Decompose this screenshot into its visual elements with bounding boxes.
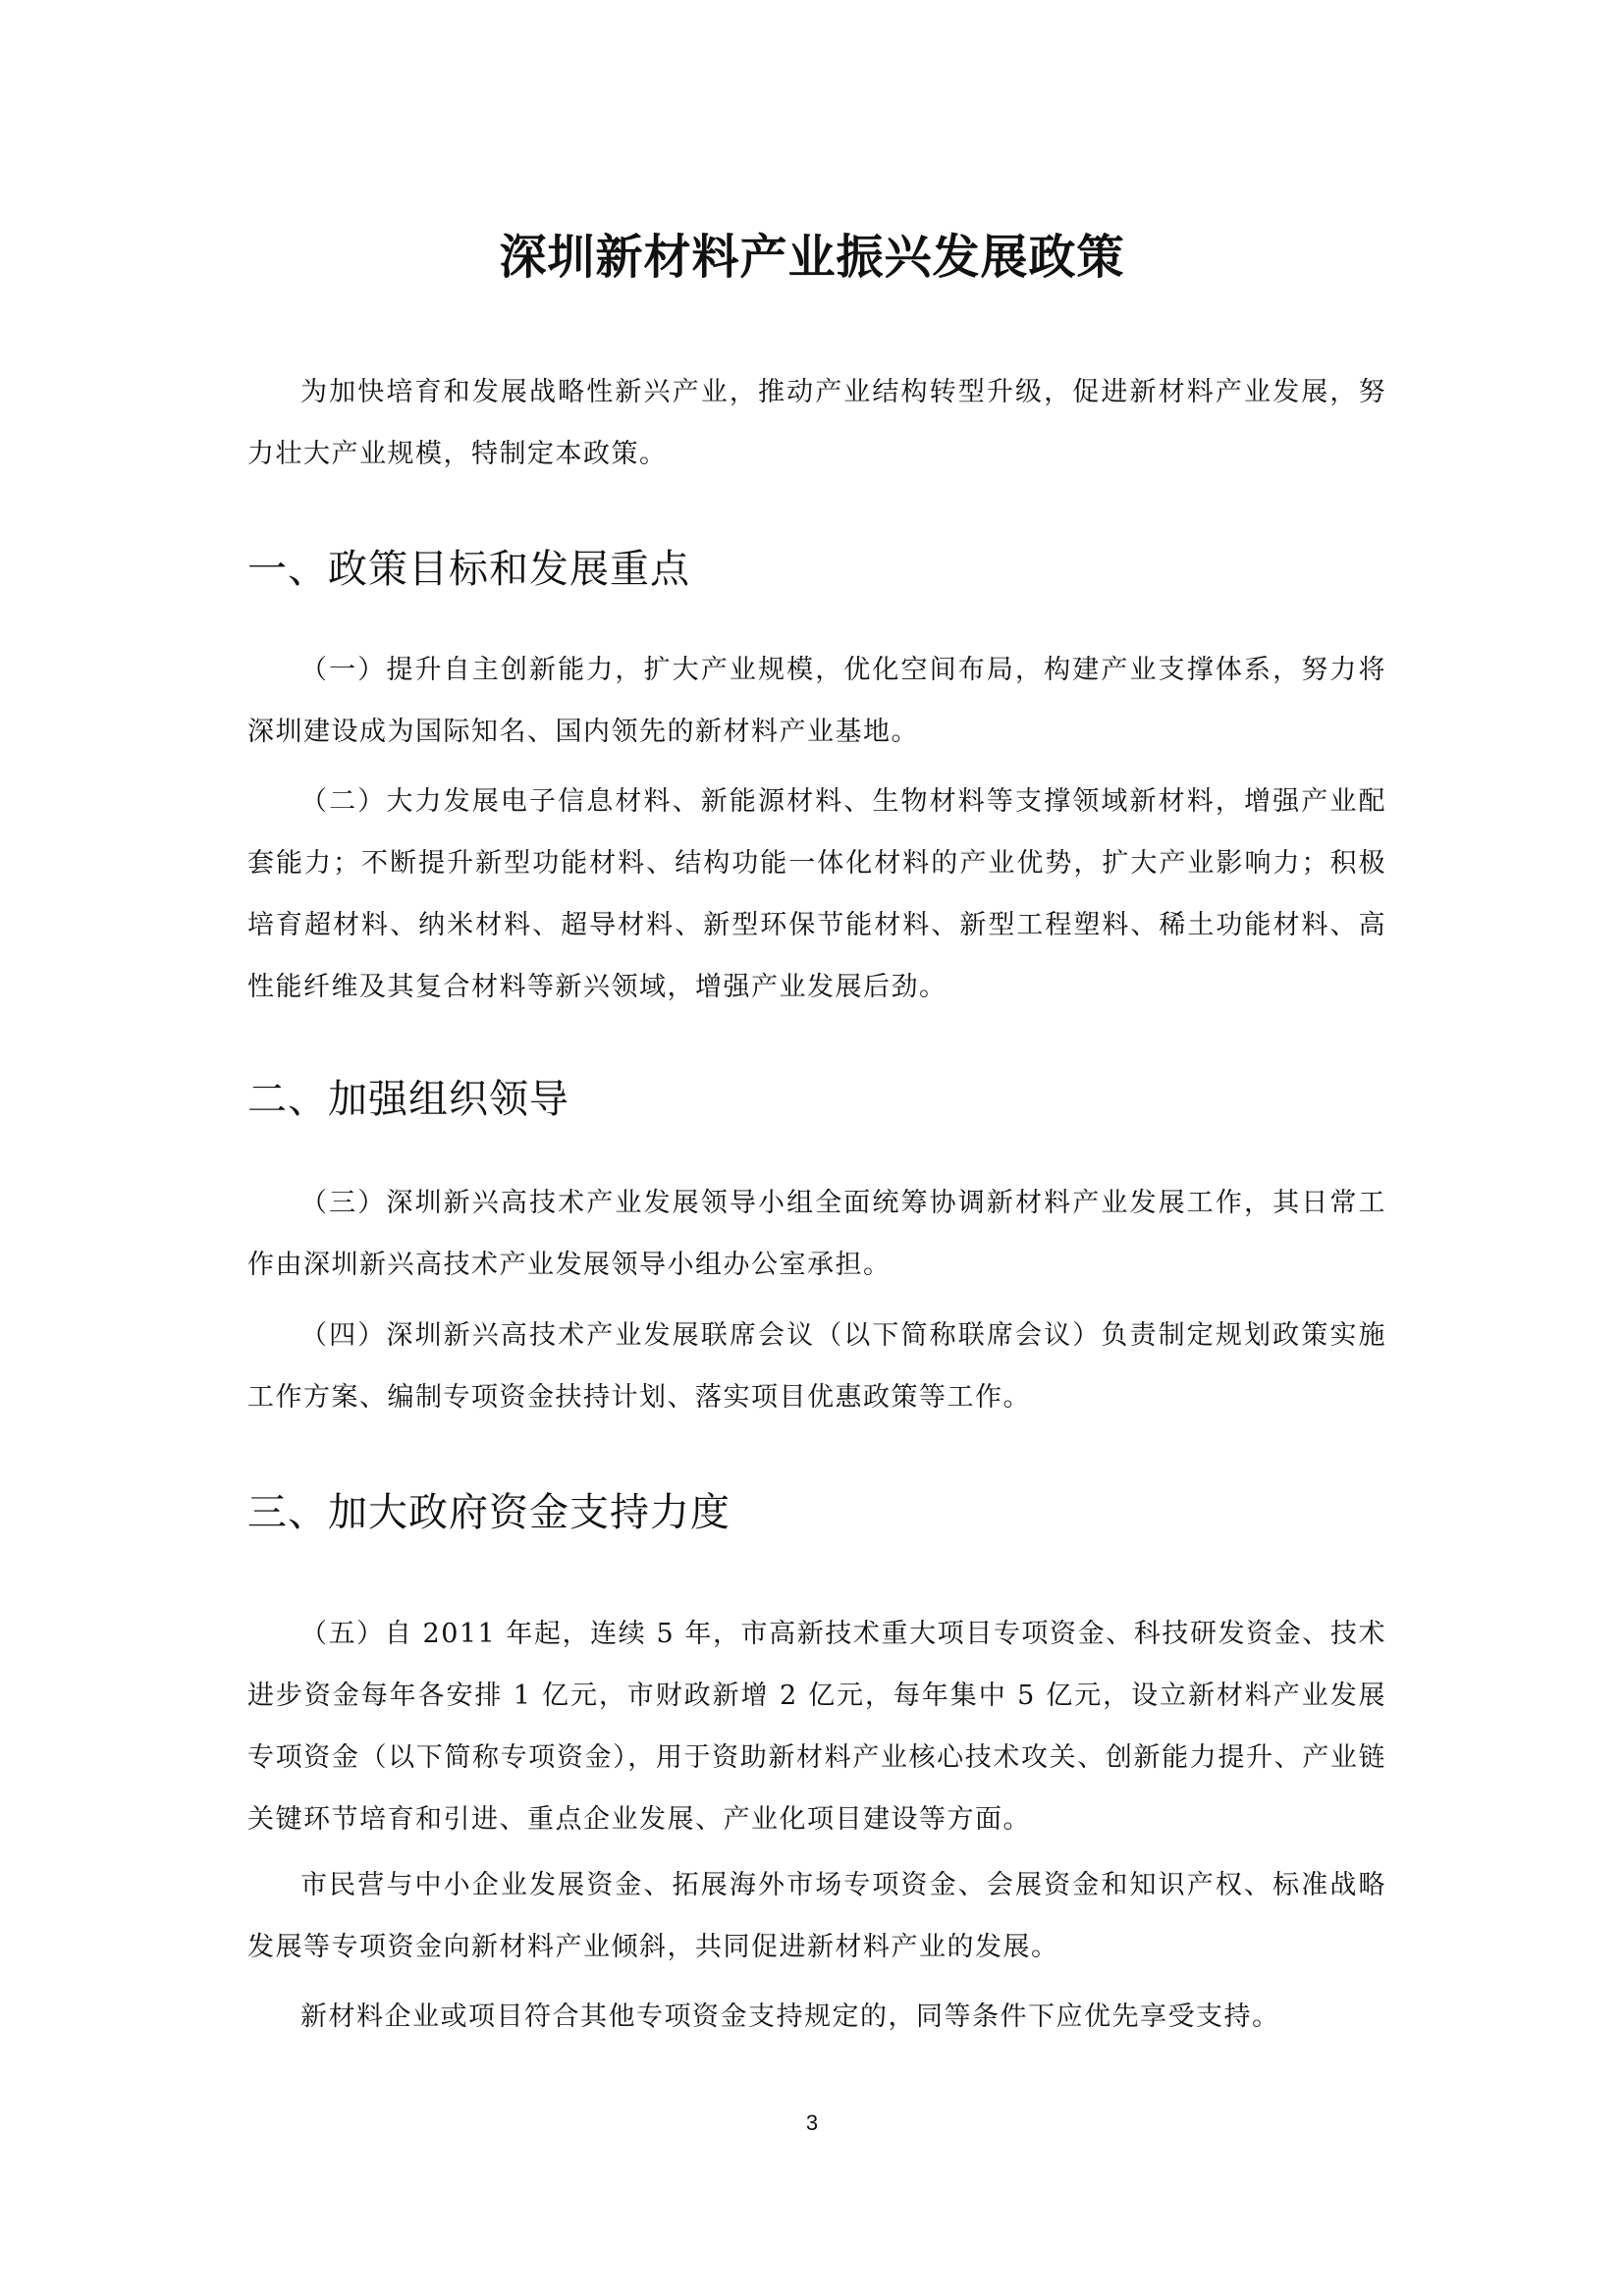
section-1-paragraph-2: （二）大力发展电子信息材料、新能源材料、生物材料等支撑领域新材料，增强产业配套能力；不断提升新型功能材料、结构功能一体化材料的产业优势，扩大产业影响力；积极培育超材料、纳米材料、超导材料、新型环保节能材料、新型工程塑料、稀土功能材料、高性能纤维及其复合材料等新兴领域，增强产业发展后劲。 (247, 786, 1386, 1002)
section-2-paragraph-1: （三）深圳新兴高技术产业发展领导小组全面统筹协调新材料产业发展工作，其日常工作由深圳新兴高技术产业发展领导小组办公室承担。 (247, 1188, 1386, 1280)
section-heading-3: 三、加大政府资金支持力度 (247, 1490, 731, 1535)
section-heading-1: 一、政策目标和发展重点 (247, 547, 690, 592)
section-1-paragraph-1: （一）提升自主创新能力，扩大产业规模，优化空间布局，构建产业支撑体系，努力将深圳建设成为国际知名、国内领先的新材料产业基地。 (247, 655, 1386, 747)
section-heading-2: 二、加强组织领导 (247, 1077, 569, 1122)
document-title: 深圳新材料产业振兴发展政策 (499, 230, 1125, 285)
section-3-paragraph-2: 市民营与中小企业发展资金、拓展海外市场专项资金、会展资金和知识产权、标准战略发展等专项资金向新材料产业倾斜，共同促进新材料产业的发展。 (247, 1870, 1386, 1962)
section-3-paragraph-3: 新材料企业或项目符合其他专项资金支持规定的，同等条件下应优先享受支持。 (300, 2002, 1280, 2032)
section-2-paragraph-2: （四）深圳新兴高技术产业发展联席会议（以下简称联席会议）负责制定规划政策实施工作方案、编制专项资金扶持计划、落实项目优惠政策等工作。 (247, 1320, 1386, 1413)
section-3-paragraph-1: （五）自 2011 年起，连续 5 年，市高新技术重大项目专项资金、科技研发资金、技术进步资金每年各安排 1 亿元，市财政新增 2 亿元，每年集中 5 亿元，设立新材料产业发展专项资金（以下简称专项资金），用于资助新材料产业核心技术攻关、创新能力提升、产业链关键环节培育和引进、重点企业发展、产业化项目建设等方面。 (247, 1619, 1386, 1835)
intro-paragraph: 为加快培育和发展战略性新兴产业，推动产业结构转型升级，促进新材料产业发展，努力壮大产业规模，特制定本政策。 (247, 377, 1386, 469)
page-number: 3 (805, 2110, 819, 2135)
